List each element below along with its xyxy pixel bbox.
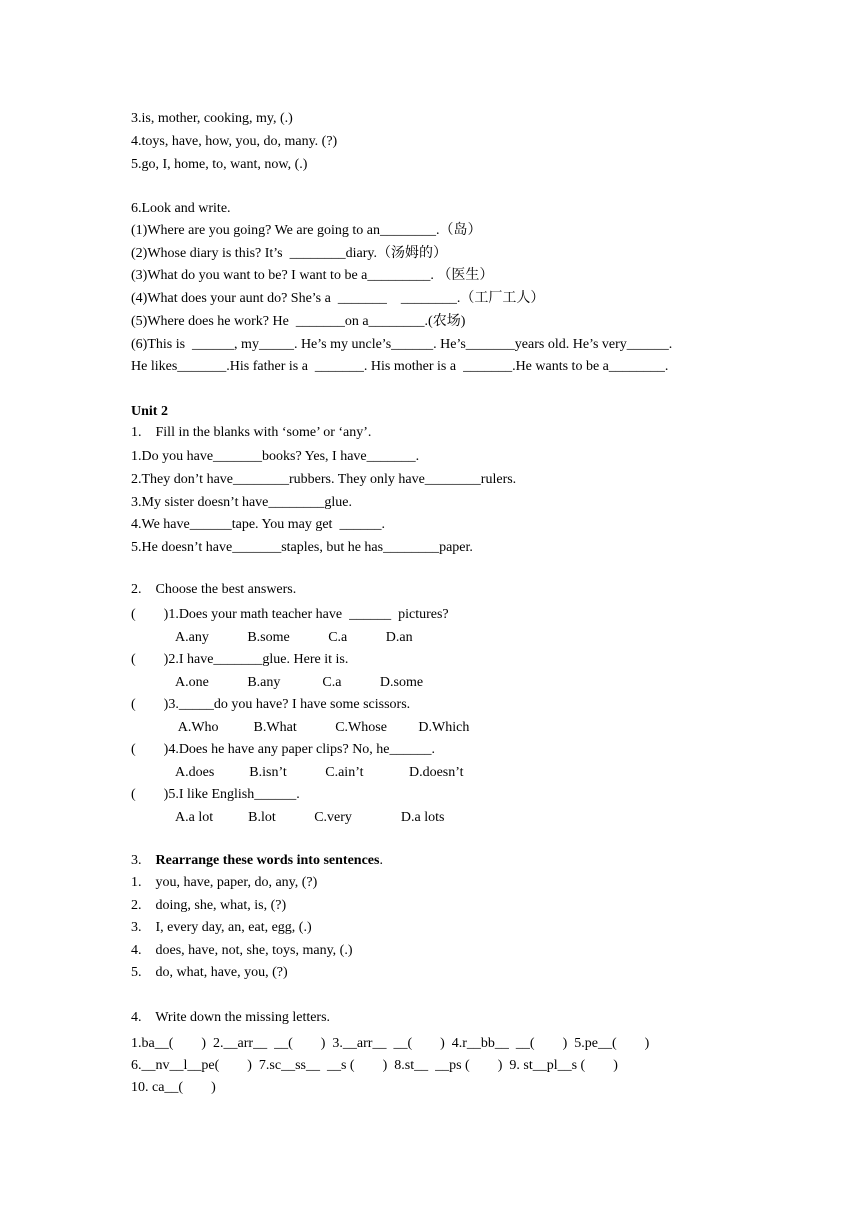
question-line: ( )2.I have_______glue. Here it is.: [131, 652, 349, 667]
question-line: 1.Do you have_______books? Yes, I have_______.: [131, 449, 420, 464]
sentence-line: 1. you, have, paper, do, any, (?): [131, 875, 318, 890]
section-heading: 2. Choose the best answers.: [131, 582, 297, 597]
question-line: ( )1.Does your math teacher have ______ pictures?: [131, 607, 449, 622]
sentence-line: 3. I, every day, an, eat, egg, (.): [131, 920, 312, 935]
question-line: (5)Where does he work? He _______on a________.(农场): [131, 314, 466, 329]
question-line: ( )4.Does he have any paper clips? No, he______.: [131, 742, 436, 757]
missing-letters-line: 6.__nv__l__pe( ) 7.sc__ss__ __s ( ) 8.st__ __ps ( ) 9. st__pl__s ( ): [131, 1058, 618, 1073]
section-heading: 6.Look and write.: [131, 201, 231, 216]
sentence-line: 5. do, what, have, you, (?): [131, 965, 288, 980]
question-line: 4.We have______tape. You may get ______.: [131, 517, 385, 532]
question-line: (2)Whose diary is this? It’s ________diary.（汤姆的）: [131, 246, 447, 261]
answer-options: A.any B.some C.a D.an: [175, 630, 413, 645]
section-heading: [131, 852, 383, 870]
sentence-line: 5.go, I, home, to, want, now, (.): [131, 157, 308, 172]
section-number: 3.: [131, 853, 156, 868]
answer-options: A.Who B.What C.Whose D.Which: [175, 720, 470, 735]
sentence-line: 2. doing, she, what, is, (?): [131, 898, 287, 913]
sentence-line: 3.is, mother, cooking, my, (.): [131, 111, 293, 126]
missing-letters-line: 1.ba__( ) 2.__arr__ __( ) 3.__arr__ __( ) 4.r__bb__ __( ) 5.pe__( ): [131, 1036, 650, 1051]
question-line: ( )5.I like English______.: [131, 787, 300, 802]
sentence-line: 4. does, have, not, she, toys, many, (.): [131, 943, 353, 958]
answer-options: A.one B.any C.a D.some: [175, 675, 424, 690]
answer-options: A.a lot B.lot C.very D.a lots: [175, 810, 445, 825]
question-line: He likes_______.His father is a _______. His mother is a _______.He wants to be a________.: [131, 359, 669, 374]
sentence-line: 4.toys, have, how, you, do, many. (?): [131, 134, 338, 149]
answer-options: A.does B.isn’t C.ain’t D.doesn’t: [175, 765, 464, 780]
question-line: 3.My sister doesn’t have________glue.: [131, 495, 352, 510]
question-line: ( )3._____do you have? I have some scissors.: [131, 697, 411, 712]
question-line: (1)Where are you going? We are going to an________.（岛）: [131, 223, 482, 238]
question-line: (4)What does your aunt do? She’s a _______ ________.（工厂工人）: [131, 291, 545, 306]
question-line: (6)This is ______, my_____. He’s my uncle’s______. He’s_______years old. He’s very______.: [131, 337, 673, 352]
unit-title: Unit 2: [131, 404, 168, 419]
question-line: (3)What do you want to be? I want to be a_________. （医生）: [131, 268, 494, 283]
section-heading: 4. Write down the missing letters.: [131, 1010, 331, 1025]
question-line: 5.He doesn’t have_______staples, but he has________paper.: [131, 540, 473, 555]
question-line: 2.They don’t have________rubbers. They only have________rulers.: [131, 472, 517, 487]
section-heading-bold: Rearrange these words into sentences: [155, 853, 380, 868]
missing-letters-line: 10. ca__( ): [131, 1080, 216, 1095]
section-heading: 1. Fill in the blanks with ‘some’ or ‘any’.: [131, 425, 372, 440]
heading-period: .: [379, 853, 383, 868]
